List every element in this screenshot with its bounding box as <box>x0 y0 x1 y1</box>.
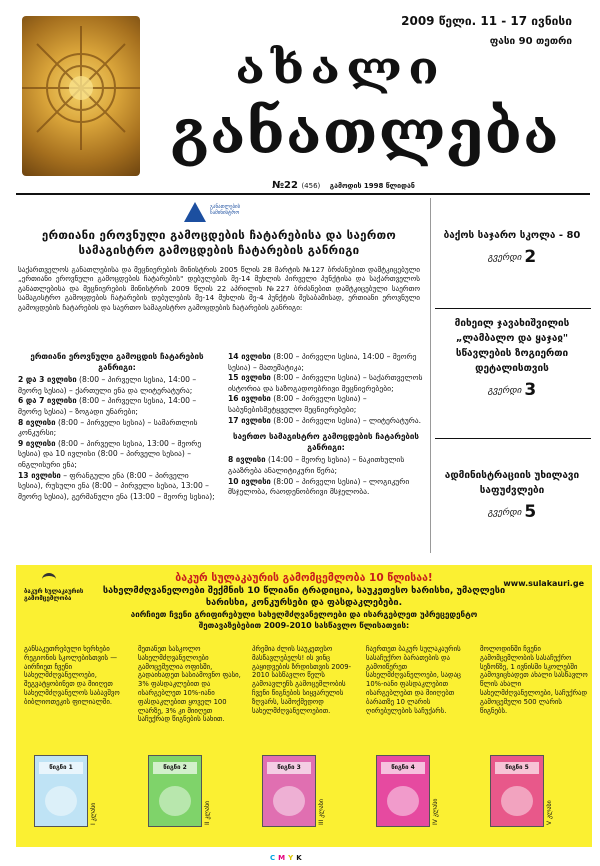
sidebar-item-title: ბაქოს საჯარო სკოლა - 80 <box>443 230 581 241</box>
book-cover-3: წიგნი 3 <box>262 755 316 827</box>
ad-offer-line: აირჩიეთ ჩვენი გრიფირებული სახელმძღვანელოები და ისარგებლეთ უპრეცედენტო შეთავაზებებით 2009-2010 სასწავლო წლისათვის: <box>130 610 478 630</box>
schedule-item: 9 ივლისი (8:00 – პირველი სესია, 13:00 – მეორე სესია) და 10 ივლისი (8:00 – პირველი სესია) – ინგლისური ენა; <box>18 438 202 469</box>
triangle-logo-icon <box>184 202 206 222</box>
founded-year: გამოდის 1998 წლიდან <box>329 182 415 190</box>
national-exam-heading: ერთიანი ეროვნული გამოცდის ჩატარების განრიგი: <box>30 352 204 372</box>
schedule-item: 15 ივლისი (8:00 – პირველი სესია) – საქართველოს ისტორია და საზოგადოებრივი მეცნიერებები; <box>228 373 423 393</box>
book-caption: V კლასი <box>546 800 553 825</box>
issue-number: №22 <box>272 180 298 191</box>
publisher-url[interactable]: www.sulakauri.ge <box>503 579 584 588</box>
ad-headline-block <box>102 571 506 631</box>
master-exam-heading: საერთო სამაგისტრო გამოცდების ჩატარების განრიგი: <box>233 432 419 452</box>
article-headline: ერთიანი ეროვნული გამოცდების ჩატარებისა და საერთო სამაგისტრო გამოცდების ჩატარების განრიგი <box>41 228 397 257</box>
book-caption: I კლასი <box>90 802 97 825</box>
sidebar-page-ref: გვერდი 5 <box>487 502 537 522</box>
schedule-item: 8 ივლისი (14:00 – მეორე სესია) – ნაკითხულის გააზრება ანალიტიკური წერა; <box>228 455 405 475</box>
sidebar-page-ref: გვერდი 3 <box>487 380 537 400</box>
article-column-2 <box>228 352 424 498</box>
schedule-item: 16 ივლისი (8:00 – პირველი სესია) – საბუნებისმეტყველო მეცნიერებები; <box>228 394 367 414</box>
sidebar-page-ref: გვერდი 2 <box>487 247 537 267</box>
schedule-item: 2 და 3 ივლისი (8:00 – პირველი სესია, 14:00 – მეორე სესია) – ქართული ენა და ლიტერატურა; <box>18 375 197 395</box>
masthead <box>0 0 600 190</box>
masthead-divider <box>16 193 590 195</box>
sidebar-item[interactable] <box>431 316 593 400</box>
ad-column: განსაკუთრებული ხერხები რეგიონის სკოლებისთვის — აირჩიეთ ჩვენი სახელმძღვანელოები, შეგვატყობინეთ და მიიღეთ სახელმძღვანელოს საბავშვო ბიბლიოთეკის ფილიალში. <box>24 645 120 706</box>
ad-headline: ბაკურ სულაკაურის გამომცემლობა 10 წლისაა! <box>175 572 433 584</box>
book-caption: II კლასი <box>204 800 211 825</box>
schedule-item: 10 ივლისი (8:00 – პირველი სესია) – ლოგიკური მსჯელობა, რაოდენობრივი მსჯელობა. <box>228 476 410 497</box>
article-intro: საქართველოს განათლებისა და მეცნიერების მინისტრის 2005 წლის 28 მარტის №127 ბრძანებით დამტკიცებული „ერთიანი ეროვნული გამოცდების ჩატარების" დებულების მე-14 მუხლის პირველი პუნქტისა და საქართველოს განათლებისა და მეცნიერების მინისტრის 2009 წლის 22 აპრილის №227 ბრძანებით დამტკიცებული საერთო სამაგისტრო გამოცდების ჩატარების დებულების მე-14 მუხლის მე-4 პუნქტის შესაბამისად, ერთიანი ეროვნული გამოცდების ჩატარების და საერთო სამაგისტრო გამოცდების ჩატარების განრიგი: <box>18 265 420 312</box>
sun-emblem-image <box>22 16 140 176</box>
issue-date: 2009 წელი. 11 - 17 ივნისი <box>401 14 572 28</box>
sidebar-item-title: ადმინისტრაციის უხილავი საფუძვლები <box>444 470 580 496</box>
schedule-item: 8 ივლისი (8:00 – პირველი სესია) – სამართლის კონკურსი; <box>18 417 198 438</box>
ad-column: პრემია ძლის საუკეთესო მასწავლებელს! ის ვინც გაყიდვების ზრდისთვის 2009-2010 სასწავლო წელს გამოავლენს გამოცემლობის ჩვენი წიგნების სიყვარულის ზღვარს, სამოქმედოდ სახელმძღვანელოებით. <box>252 645 352 715</box>
schedule-item: 17 ივლისი (8:00 – პირველი სესია) – ლიტერატურა. <box>228 415 422 425</box>
ad-column: მეთანეთ სასკოლო სახელმძღვანელოები გამოცემულია ოფისში, გადაიხადეთ სასიამოვნო ფასი, 3% ფასდაკლებით და ისარგებლეთ 10%-იანი ფასდაკლებით ყოველ 100 ლარზე, 3% კი მიიღეთ საჩუქრად წიგნების სახით. <box>138 645 241 724</box>
publisher-advertisement <box>16 565 592 847</box>
issue-total: (456) <box>301 182 321 190</box>
masthead-title-line2: განათლება <box>170 98 560 168</box>
ministry-logo <box>184 200 254 226</box>
masthead-title-line1: ახალი <box>235 40 445 95</box>
issue-info <box>272 180 415 191</box>
ad-column: მოლოდინში ჩვენი გამომცემლობის სასაჩუქრო სეზონზე, 1 ივნისში სკოლებში გამოვიცხადეთ ახალი სასწავლო წლის ახალი სახელმძღვანელოები, საჩუქრად გამოცემული 500 ლარის წიგნებს. <box>480 645 588 715</box>
schedule-item: 6 და 7 ივლისი (8:00 – პირველი სესია, 14:00 – მეორე სესია) – ზოგადი უნარები; <box>18 396 197 416</box>
sun-emblem-icon <box>22 16 140 176</box>
book-cover-5: წიგნი 5 <box>490 755 544 827</box>
article-column-1 <box>18 352 216 502</box>
sidebar-contents <box>430 198 593 553</box>
publisher-logo: ბაკურ სულაკაურის გამომცემლობა <box>24 573 96 602</box>
sidebar-divider <box>435 308 591 309</box>
book-cover-2: წიგნი 2 <box>148 755 202 827</box>
schedule-item: 13 ივლისი – ფრანგული ენა (8:00 – პირველი სესია), რუსული ენა (8:00 – პირველი სესია, 13:00 – მეორე სესია), გერმანული ენა (13:00 – მეორე სესია); <box>18 470 215 501</box>
ministry-logo-text: განათლების სამინისტრო <box>210 204 241 216</box>
issue-price: ფასი 90 თეთრი <box>489 36 572 47</box>
book-cover-1: წიგნი 1 <box>34 755 88 827</box>
sidebar-item[interactable] <box>431 228 593 267</box>
book-cover-4: წიგნი 4 <box>376 755 430 827</box>
sidebar-divider <box>435 438 591 439</box>
publisher-logo-icon <box>42 573 56 586</box>
ad-column: ჩაერთეთ ბაკურ სულაკაურის სასაჩუქრო ბარათების და გამოიწერეთ სახელმძღვანელოები, სადაც 10%-იანი ფასდაკლებით ისარგებლებთ და მიიღებთ ბარათზე 10 ლარის ღირებულების საჩუქარს. <box>366 645 461 715</box>
sidebar-item-title: მიხეილ ჯავახიშვილის „ლამბალო და ყაჯაჲ" სწავლების ზოგიერთი დეტალისთვის <box>454 318 570 374</box>
main-article <box>16 200 422 555</box>
print-registration-marks: CMYK <box>270 854 305 862</box>
ad-subheadline: სახელმძღვანელოები შექმნის 10 წლიანი ტრადიცია, საუკეთესო ხარისხი, უმაღლესი ხარისხი, კონკურსები და ფასდაკლებები. <box>102 585 506 608</box>
sidebar-item[interactable] <box>431 468 593 522</box>
book-caption: IV კლასი <box>432 798 439 825</box>
book-caption: III კლასი <box>318 799 325 825</box>
schedule-item: 14 ივლისი (8:00 – პირველი სესია, 14:00 – მეორე სესია) – მათემატიკა; <box>228 352 417 372</box>
